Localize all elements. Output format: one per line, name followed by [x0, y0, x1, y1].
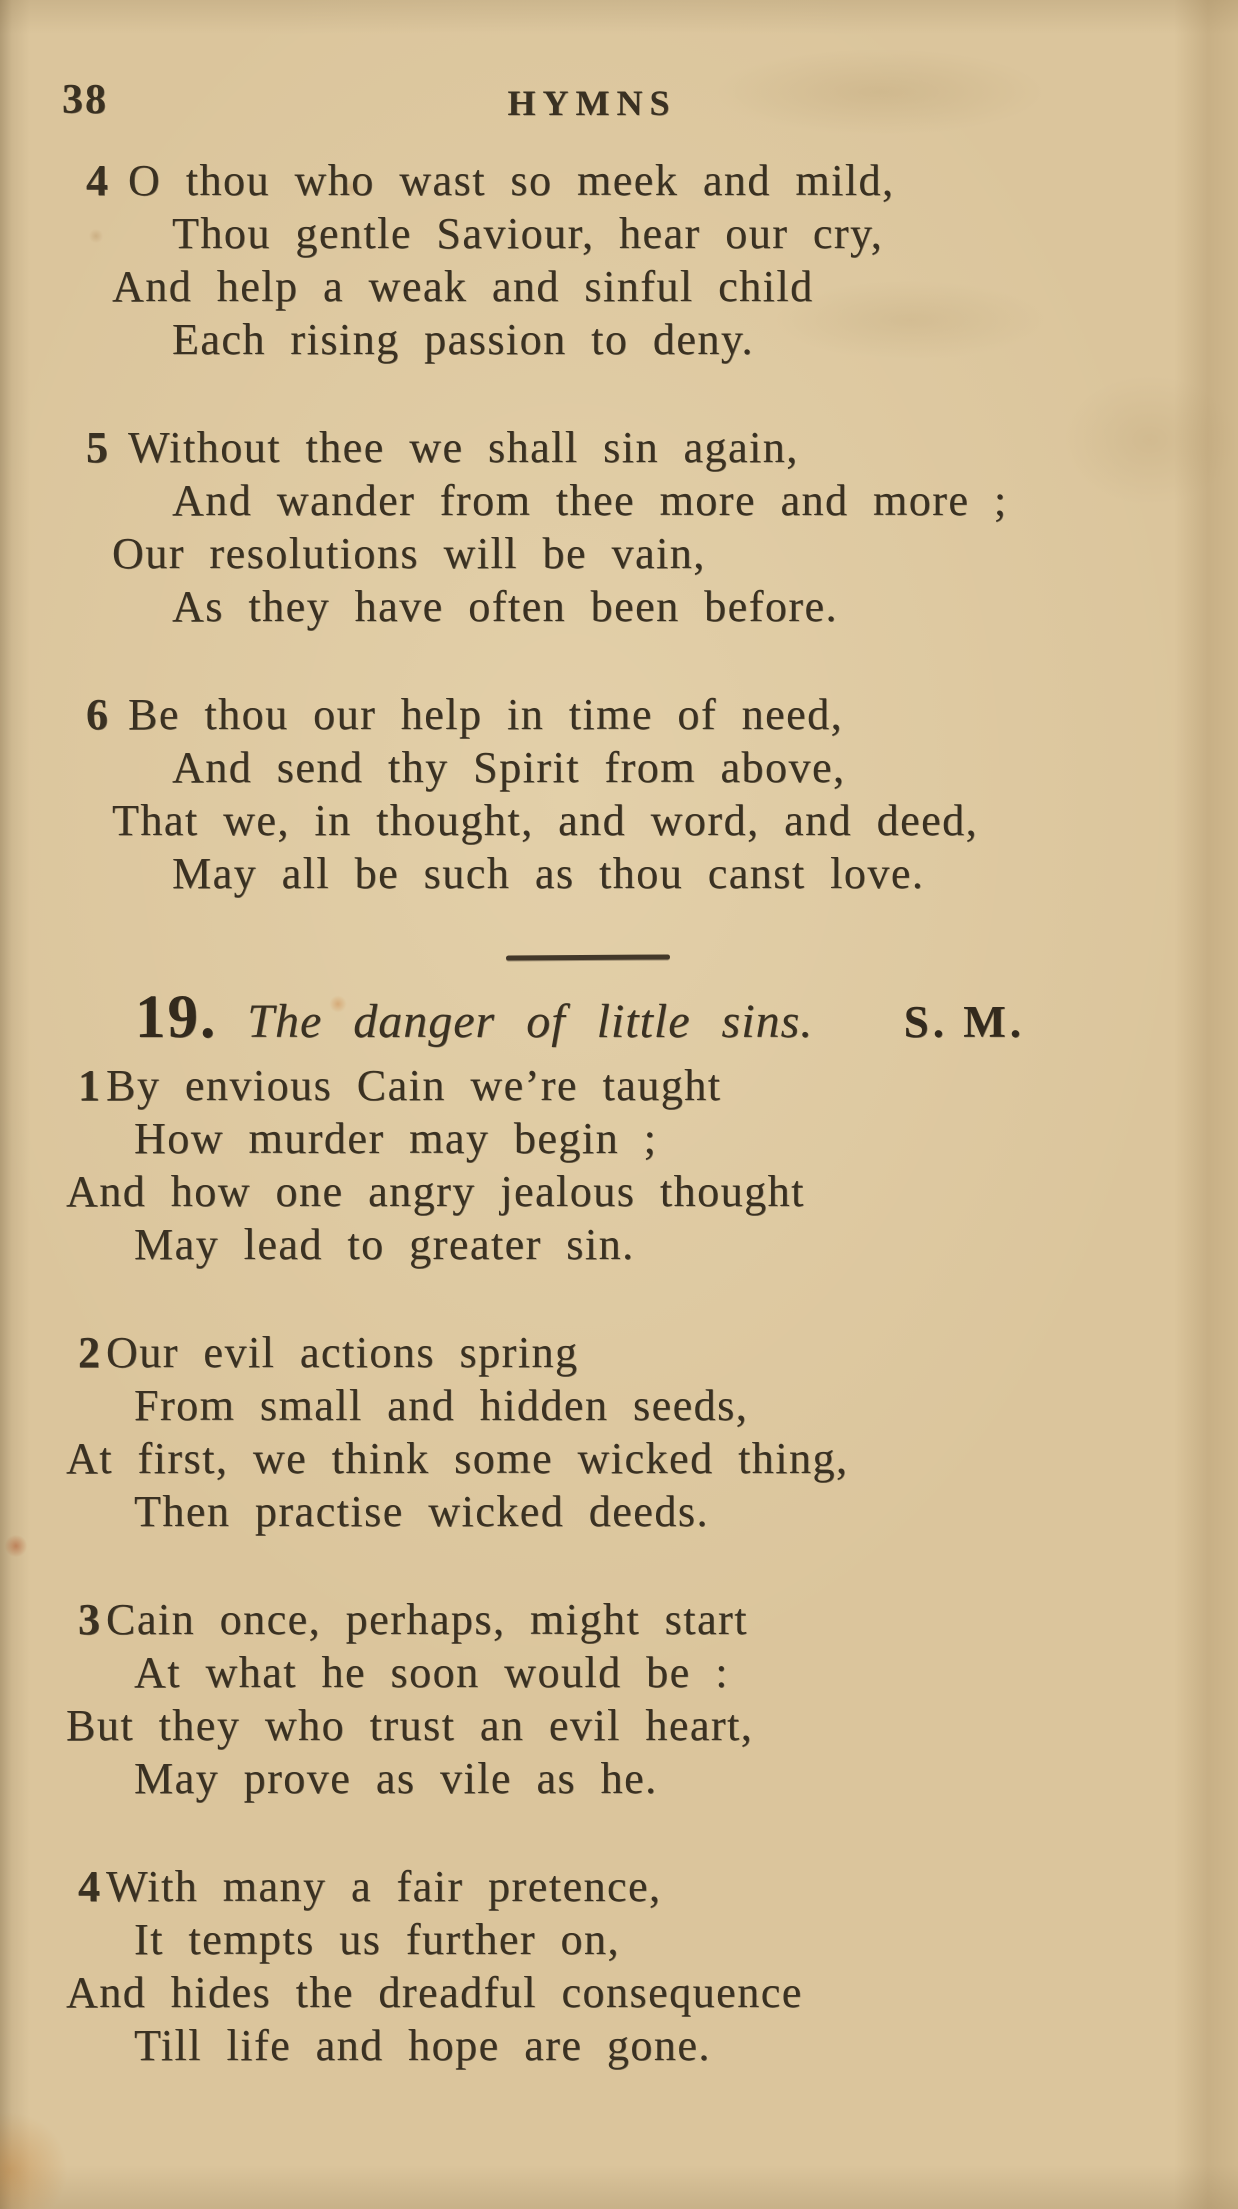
stanza-number: 4: [78, 1862, 102, 1911]
verse-text: Cain once, perhaps, might start: [106, 1595, 748, 1644]
verse-text: But they who trust an evil heart,: [66, 1701, 754, 1750]
stanza: [0, 1860, 1238, 2072]
stanza-number: 1: [78, 1061, 102, 1110]
stanza-number: 2: [78, 1328, 102, 1377]
hymn-number: 19.: [135, 984, 218, 1051]
verse-line: [0, 1699, 1238, 1752]
verse-line: [0, 1379, 1238, 1432]
stanza-number: 6: [86, 690, 110, 739]
page-number: 38: [62, 77, 108, 123]
section-divider: [506, 954, 670, 960]
verse-line: [0, 1112, 1238, 1165]
verse-text: Each rising passion to deny.: [172, 315, 755, 364]
stanza: [0, 1593, 1238, 1805]
verse-text: And how one angry jealous thought: [66, 1167, 805, 1216]
verse-text: Be thou our help in time of need,: [128, 690, 844, 739]
hymn-heading: [0, 985, 1238, 1051]
verse-text: Without thee we shall sin again,: [128, 423, 799, 472]
verse-line: [0, 1752, 1238, 1805]
verse-text: Then practise wicked deeds.: [134, 1487, 709, 1536]
verse-line: [0, 527, 1238, 580]
verse-text: From small and hidden seeds,: [134, 1381, 749, 1430]
verse-line: [0, 1432, 1238, 1485]
verse-line: [0, 688, 1238, 741]
verse-text: And wander from thee more and more ;: [172, 476, 1008, 525]
verse-text: Our resolutions will be vain,: [112, 529, 706, 578]
verse-text: As they have often been before.: [172, 582, 839, 631]
verse-line: [0, 313, 1238, 366]
verse-line: [0, 1165, 1238, 1218]
verse-text: Thou gentle Saviour, hear our cry,: [172, 209, 884, 258]
verse-line: [0, 1913, 1238, 1966]
verse-text: By envious Cain we’re taught: [106, 1061, 722, 1110]
verse-line: [0, 1593, 1238, 1646]
stanza: [0, 421, 1238, 633]
verse-text: Till life and hope are gone.: [134, 2021, 711, 2070]
verse-text: May all be such as thou canst love.: [172, 849, 925, 898]
stanza-number: 3: [78, 1595, 102, 1644]
verse-line: [0, 1059, 1238, 1112]
verse-text: And hides the dreadful consequence: [66, 1968, 803, 2017]
hymn-meter: S. M.: [903, 997, 1025, 1047]
stanza: [0, 1059, 1238, 1271]
running-head: HYMNS: [507, 83, 677, 123]
verse-line: [0, 260, 1238, 313]
stanza: [0, 154, 1238, 366]
verse-text: That we, in thought, and word, and deed,: [112, 796, 979, 845]
verse-text: With many a fair pretence,: [106, 1862, 662, 1911]
verse-line: [0, 421, 1238, 474]
verse-line: [0, 1966, 1238, 2019]
verse-text: May prove as vile as he.: [134, 1754, 658, 1803]
verse-text: How murder may begin ;: [134, 1114, 658, 1163]
verse-text: And send thy Spirit from above,: [172, 743, 846, 792]
verse-line: [0, 2019, 1238, 2072]
verse-line: [0, 1646, 1238, 1699]
stanza-number: 4: [86, 156, 110, 205]
stanza-number: 5: [86, 423, 110, 472]
verse-line: [0, 1860, 1238, 1913]
verse-line: [0, 154, 1238, 207]
verse-text: At first, we think some wicked thing,: [66, 1434, 849, 1483]
verse-line: [0, 1326, 1238, 1379]
stanza: [0, 688, 1238, 900]
verse-text: And help a weak and sinful child: [112, 262, 814, 311]
verse-text: At what he soon would be :: [134, 1648, 729, 1697]
verse-line: [0, 1485, 1238, 1538]
verse-line: [0, 580, 1238, 633]
verse-text: Our evil actions spring: [106, 1328, 579, 1377]
hymn-19-section: [0, 1059, 1238, 2072]
hymn-continuation-section: [0, 154, 1238, 900]
verse-text: May lead to greater sin.: [134, 1220, 635, 1269]
verse-line: [0, 474, 1238, 527]
verse-line: [0, 847, 1238, 900]
verse-line: [0, 741, 1238, 794]
verse-line: [0, 794, 1238, 847]
hymn-title: The danger of little sins.: [247, 995, 814, 1048]
verse-text: It tempts us further on,: [134, 1915, 621, 1964]
verse-line: [0, 207, 1238, 260]
verse-text: O thou who wast so meek and mild,: [128, 156, 895, 205]
verse-line: [0, 1218, 1238, 1271]
page-body: [0, 154, 1238, 2127]
stanza: [0, 1326, 1238, 1538]
